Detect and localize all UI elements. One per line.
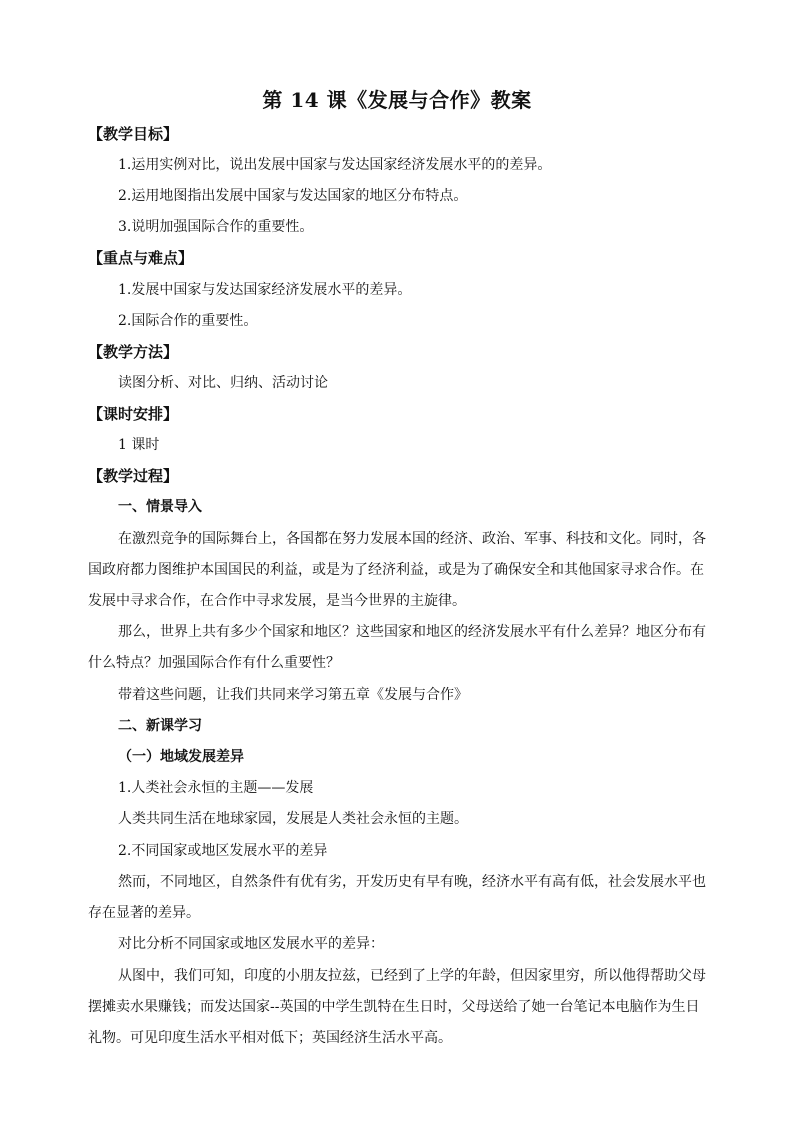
paragraph-3: 带着这些问题，让我们共同来学习第五章《发展与合作》: [118, 687, 468, 703]
paragraph-6-line-1: 从图中，我们可知，印度的小朋友拉兹，已经到了上学的年龄，但因家里穷，所以他得帮助父母: [118, 968, 706, 984]
paragraph-6-line-3: 礼物。可见印度生活水平相对低下；英国经济生活水平高。: [88, 1030, 452, 1046]
schedule-text: 1 课时: [118, 437, 160, 453]
document-title: 第 14 课《发展与合作》教案: [262, 88, 532, 112]
section-heading-key-points: 【重点与难点】: [88, 249, 194, 267]
paragraph-4-line-1: 然而，不同地区，自然条件有优有劣，开发历史有早有晚，经济水平有高有低，社会发展水平也: [118, 874, 706, 890]
subheading-new-lesson: 二、新课学习: [118, 718, 202, 734]
subheading-regional-differences: （一）地域发展差异: [118, 749, 244, 765]
objective-3: 3.说明加强国际合作的重要性。: [118, 219, 314, 235]
section-heading-objectives: 【教学目标】: [88, 125, 179, 143]
section-heading-methods: 【教学方法】: [88, 343, 179, 361]
objective-1: 1.运用实例对比，说出发展中国家与发达国家经济发展水平的的差异。: [118, 157, 552, 173]
methods-text: 读图分析、对比、归纳、活动讨论: [118, 375, 328, 391]
point-2-title: 2.不同国家或地区发展水平的差异: [118, 843, 328, 859]
paragraph-4-line-2: 存在显著的差异。: [88, 905, 200, 921]
section-heading-schedule: 【课时安排】: [88, 405, 179, 423]
paragraph-1-line-2: 国政府都力图维护本国国民的利益，或是为了经济利益，或是为了确保安全和其他国家寻求合作。在: [88, 562, 704, 578]
paragraph-2-line-2: 什么特点？加强国际合作有什么重要性？: [88, 655, 340, 671]
subheading-introduction: 一、情景导入: [118, 499, 202, 515]
paragraph-6-line-2: 摆摊卖水果赚钱；而发达国家--英国的中学生凯特在生日时，父母送给了她一台笔记本电脑作为生日: [88, 999, 700, 1015]
point-1-title: 1.人类社会永恒的主题——发展: [118, 780, 314, 796]
point-1-text: 人类共同生活在地球家园，发展是人类社会永恒的主题。: [118, 811, 468, 827]
paragraph-1-line-3: 发展中寻求合作，在合作中寻求发展，是当今世界的主旋律。: [88, 593, 466, 609]
objective-2: 2.运用地图指出发展中国家与发达国家的地区分布特点。: [118, 188, 468, 204]
section-heading-process: 【教学过程】: [88, 467, 179, 485]
key-point-1: 1.发展中国家与发达国家经济发展水平的差异。: [118, 282, 412, 298]
paragraph-5: 对比分析不同国家或地区发展水平的差异：: [118, 936, 384, 952]
paragraph-1-line-1: 在激烈竞争的国际舞台上，各国都在努力发展本国的经济、政治、军事、科技和文化。同时，各: [118, 531, 706, 547]
paragraph-2-line-1: 那么，世界上共有多少个国家和地区？这些国家和地区的经济发展水平有什么差异？地区分布有: [118, 624, 706, 640]
key-point-2: 2.国际合作的重要性。: [118, 313, 258, 329]
